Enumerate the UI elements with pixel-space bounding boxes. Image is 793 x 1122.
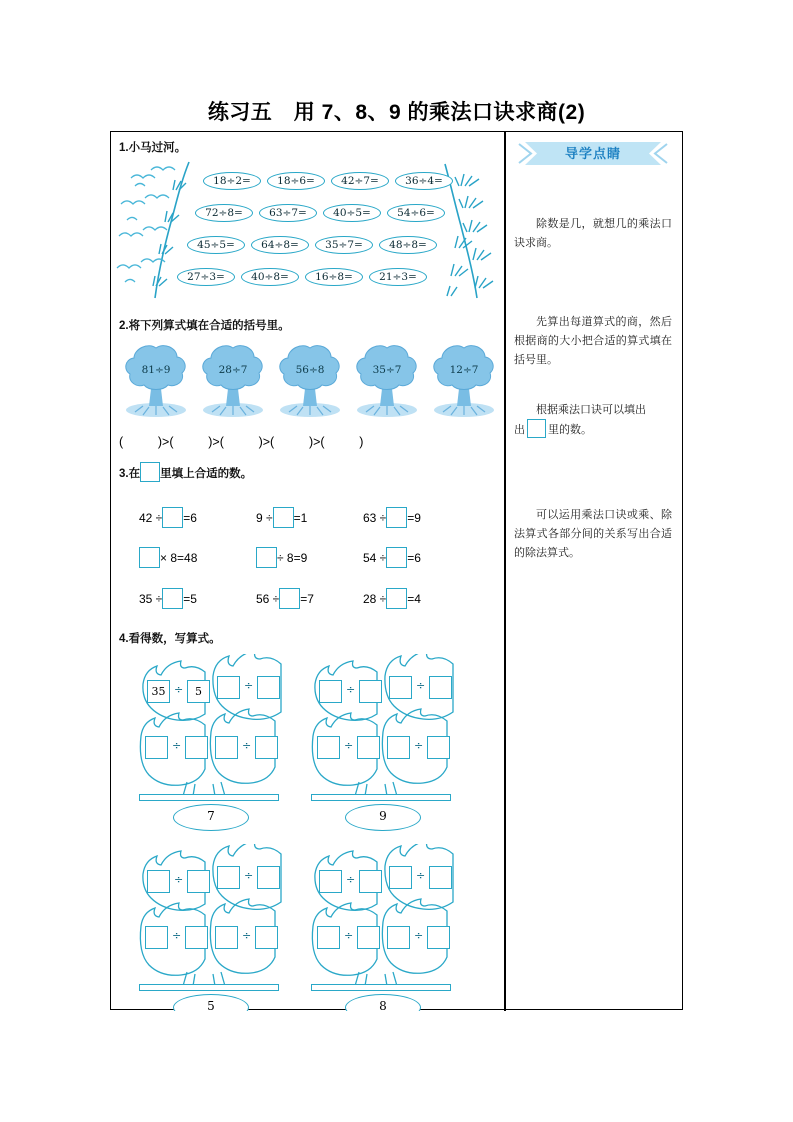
bird-group[interactable] [135, 844, 285, 1011]
equation-suffix: =4 [407, 592, 421, 606]
tree-icon [200, 340, 266, 418]
divide-icon: ÷ [416, 869, 426, 882]
divide-icon: ÷ [244, 869, 254, 882]
answer-box[interactable] [256, 547, 277, 568]
equation-prefix: 56 ÷ [256, 592, 280, 606]
sidebar-tip-3: 根据乘法口诀可以填出 出 里的数。 [514, 403, 646, 436]
answer-oval: 9 [345, 804, 421, 831]
exercise-3-heading-after: 里填上合适的数。 [160, 468, 253, 480]
equation-suffix: × 8=48 [160, 551, 198, 565]
dividend-box[interactable] [387, 736, 410, 759]
equation-prefix: 35 ÷ [139, 592, 163, 606]
worksheet-frame [110, 131, 683, 1010]
dividend-box[interactable] [145, 926, 168, 949]
divisor-box[interactable] [429, 866, 452, 889]
tree-expression: 28÷7 [218, 364, 248, 376]
divisor-box[interactable] [187, 870, 210, 893]
exercise-2-heading: 2.将下列算式填在合适的括号里。 [119, 320, 290, 332]
fill-equation[interactable] [139, 547, 197, 568]
divide-icon: ÷ [172, 929, 182, 942]
dividend-box[interactable] [389, 676, 412, 699]
dividend-box[interactable] [145, 736, 168, 759]
answer-box[interactable] [273, 507, 294, 528]
perch-bar [311, 794, 451, 801]
divisor-box[interactable] [427, 736, 450, 759]
divisor-box[interactable] [357, 736, 380, 759]
equation-oval[interactable]: 63÷7= [259, 204, 317, 222]
guidance-sidebar [505, 132, 682, 1011]
divide-icon: ÷ [174, 683, 184, 696]
fill-equation[interactable] [256, 507, 307, 528]
equation-suffix: =5 [183, 592, 197, 606]
dividend-box[interactable] [319, 870, 342, 893]
divide-icon: ÷ [172, 739, 182, 752]
comparison-bracket-row[interactable]: ( )>( )>( )>( )>( ) [119, 435, 364, 449]
dividend-box[interactable] [215, 736, 238, 759]
answer-box[interactable] [527, 419, 546, 438]
divide-icon: ÷ [346, 683, 356, 696]
divide-icon: ÷ [344, 929, 354, 942]
dividend-box[interactable] [389, 866, 412, 889]
tree-item[interactable] [354, 340, 420, 418]
divisor-box[interactable]: 5 [187, 680, 210, 703]
answer-box[interactable] [139, 547, 160, 568]
sidebar-tip-1: 除数是几，就想几的乘法口诀求商。 [514, 217, 672, 249]
equation-suffix: =1 [293, 511, 308, 525]
equation-oval[interactable]: 21÷3= [369, 268, 427, 286]
divide-icon: ÷ [244, 679, 254, 692]
equation-oval[interactable]: 35÷7= [315, 236, 373, 254]
answer-oval: 8 [345, 994, 421, 1011]
perch-bar [311, 984, 451, 991]
divide-icon: ÷ [174, 873, 184, 886]
tree-item[interactable] [123, 340, 189, 418]
divisor-box[interactable] [357, 926, 380, 949]
page-title: 练习五 用 7、8、9 的乘法口诀求商(2) [207, 101, 586, 124]
tree-item[interactable] [200, 340, 266, 418]
divisor-box[interactable] [359, 680, 382, 703]
equation-oval[interactable]: 64÷8= [251, 236, 309, 254]
answer-oval: 7 [173, 804, 249, 831]
tree-expression: 81÷9 [141, 364, 171, 376]
equation-oval[interactable]: 54÷6= [387, 204, 445, 222]
tree-item[interactable] [431, 340, 497, 418]
divisor-box[interactable] [255, 736, 278, 759]
tree-item[interactable] [277, 340, 343, 418]
equation-suffix: =9 [407, 511, 421, 525]
answer-box[interactable] [140, 462, 160, 482]
equation-oval[interactable]: 45÷5= [187, 236, 245, 254]
equation-suffix: ÷ 8=9 [277, 551, 308, 565]
equation-oval[interactable]: 42÷7= [331, 172, 389, 190]
dividend-box[interactable]: 35 [147, 680, 170, 703]
fill-equation[interactable] [256, 547, 307, 568]
equation-suffix: =7 [300, 592, 314, 606]
divide-icon: ÷ [242, 739, 252, 752]
equation-prefix: 9 ÷ [256, 511, 273, 525]
answer-box[interactable] [386, 547, 407, 568]
answer-oval: 5 [173, 994, 249, 1011]
equation-oval[interactable]: 40÷8= [241, 268, 299, 286]
tree-expression: 12÷7 [449, 364, 479, 376]
equation-oval[interactable]: 16÷8= [305, 268, 363, 286]
dividend-box[interactable] [317, 926, 340, 949]
divisor-box[interactable] [257, 676, 280, 699]
dividend-box[interactable] [217, 676, 240, 699]
equation-oval[interactable]: 27÷3= [177, 268, 235, 286]
exercise-1-heading: 1.小马过河。 [119, 142, 187, 154]
tree-icon [354, 340, 420, 418]
fill-equation[interactable] [363, 588, 421, 609]
divisor-box[interactable] [185, 736, 208, 759]
tree-icon [431, 340, 497, 418]
divide-icon: ÷ [242, 929, 252, 942]
exercises-column [111, 132, 504, 1011]
answer-box[interactable] [386, 588, 407, 609]
exercise-3-heading-before: 3.在 [119, 468, 141, 480]
sidebar-tip-3-suffix: 里的数。 [548, 423, 592, 436]
divisor-box[interactable] [359, 870, 382, 893]
fill-equation[interactable] [139, 588, 197, 609]
tree-icon [123, 340, 189, 418]
sidebar-tip-3-text: 根据乘法口诀可以填出 [536, 403, 646, 416]
equation-oval[interactable]: 40÷5= [323, 204, 381, 222]
divisor-box[interactable] [427, 926, 450, 949]
divisor-box[interactable] [185, 926, 208, 949]
dividend-box[interactable] [215, 926, 238, 949]
exercise-3-heading [119, 462, 252, 482]
equation-oval[interactable]: 72÷8= [195, 204, 253, 222]
sidebar-banner [511, 142, 675, 165]
tree-expression: 56÷8 [295, 364, 325, 376]
equation-prefix: 63 ÷ [363, 511, 387, 525]
sidebar-tip-2: 先算出每道算式的商，然后根据商的大小把合适的算式填在括号里。 [514, 315, 672, 366]
divisor-box[interactable] [429, 676, 452, 699]
answer-box[interactable] [279, 588, 300, 609]
dividend-box[interactable] [387, 926, 410, 949]
answer-box[interactable] [386, 507, 407, 528]
dividend-box[interactable] [319, 680, 342, 703]
dividend-box[interactable] [147, 870, 170, 893]
perch-bar [139, 794, 279, 801]
exercise-4-heading: 4.看得数，写算式。 [119, 633, 221, 645]
bird-group[interactable] [307, 844, 457, 1011]
sidebar-tip-4: 可以运用乘法口诀或乘、除法算式各部分间的关系写出合适的除法算式。 [514, 508, 672, 559]
sidebar-banner-title: 导学点睛 [564, 146, 621, 161]
divisor-box[interactable] [257, 866, 280, 889]
equation-prefix: 54 ÷ [363, 551, 387, 565]
divide-icon: ÷ [414, 929, 424, 942]
answer-box[interactable] [162, 588, 183, 609]
answer-box[interactable] [162, 507, 183, 528]
equation-suffix: =6 [407, 551, 421, 565]
divide-icon: ÷ [416, 679, 426, 692]
perch-bar [139, 984, 279, 991]
fill-equation[interactable] [139, 507, 197, 528]
equation-oval[interactable]: 18÷6= [267, 172, 325, 190]
exercise-1-river-scene [115, 160, 500, 300]
tree-icon [277, 340, 343, 418]
equation-oval[interactable]: 18÷2= [203, 172, 261, 190]
dividend-box[interactable] [317, 736, 340, 759]
fill-equation[interactable] [256, 588, 314, 609]
dividend-box[interactable] [217, 866, 240, 889]
fill-equation[interactable] [363, 507, 421, 528]
equation-suffix: =6 [183, 511, 197, 525]
equation-prefix: 42 ÷ [139, 511, 163, 525]
divide-icon: ÷ [344, 739, 354, 752]
divisor-box[interactable] [255, 926, 278, 949]
equation-prefix: 28 ÷ [363, 592, 387, 606]
tree-expression: 35÷7 [372, 364, 402, 376]
bird-group[interactable] [307, 654, 457, 823]
divide-icon: ÷ [346, 873, 356, 886]
bird-group[interactable] [135, 654, 285, 823]
divide-icon: ÷ [414, 739, 424, 752]
equation-oval[interactable]: 48÷8= [379, 236, 437, 254]
equation-oval[interactable]: 36÷4= [395, 172, 453, 190]
fill-equation[interactable] [363, 547, 421, 568]
